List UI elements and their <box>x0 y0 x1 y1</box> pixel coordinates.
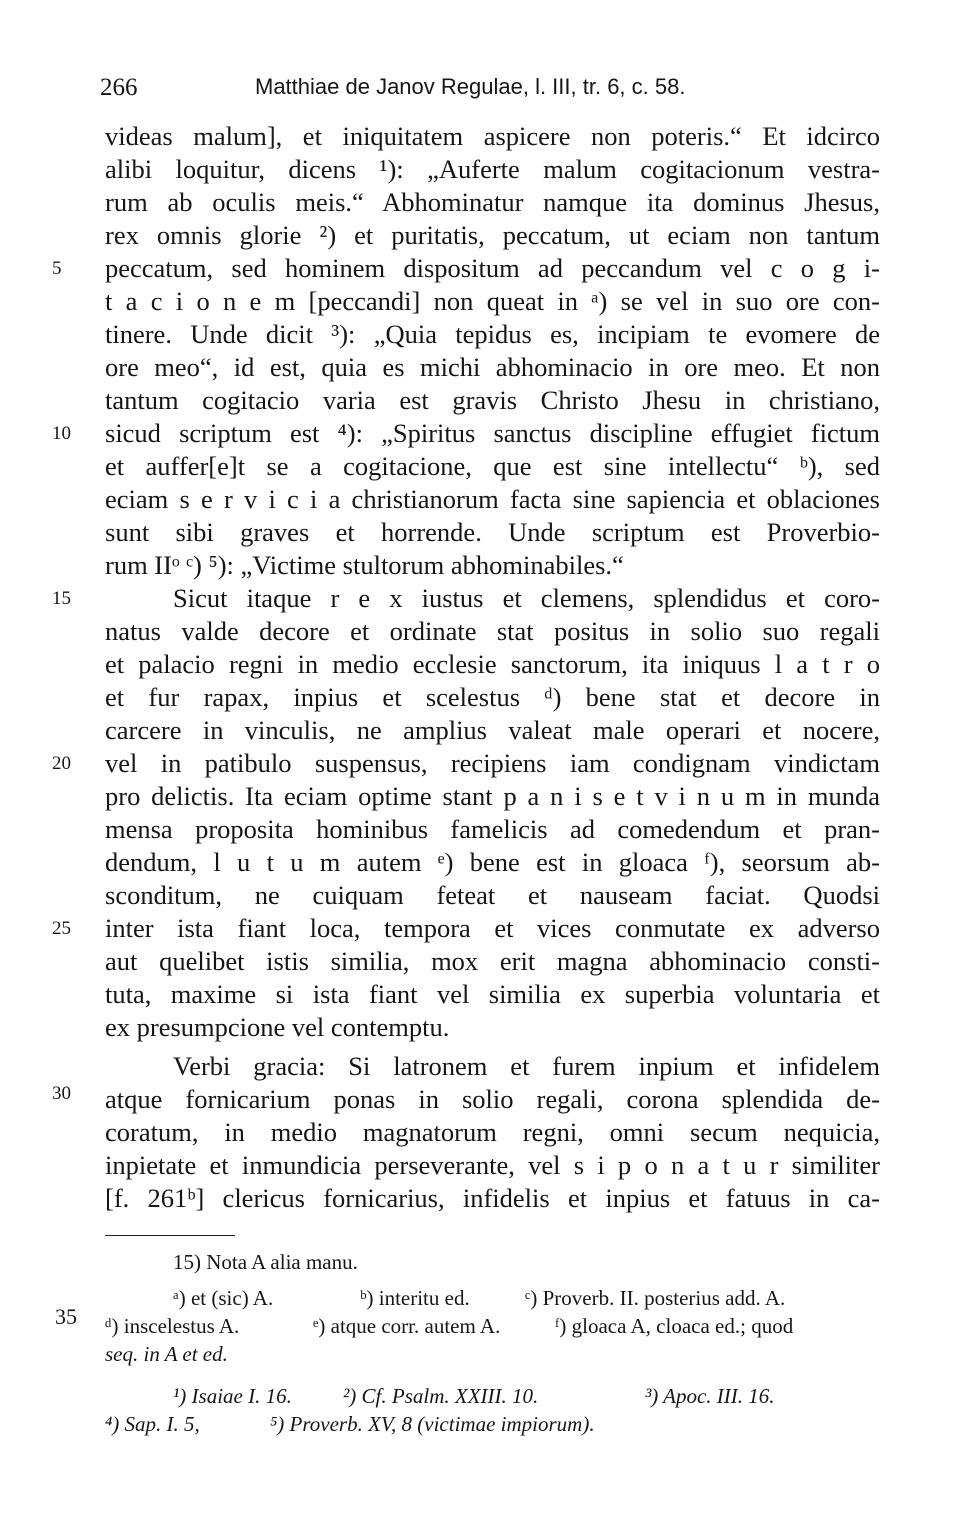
text-line: Verbi gracia: Si latronem et furem inpium et infidelem <box>173 1051 880 1081</box>
margin-line-number-35: 35 <box>55 1304 77 1329</box>
text-line: rum IIᵒ ᶜ) ⁵): „Victime stultorum abhominabiles.“ <box>105 550 624 580</box>
line-number-10: 10 <box>52 423 71 444</box>
text-line: Sicut itaque r e x iustus et clemens, splendidus et coro- <box>173 583 880 613</box>
variant-note: ᵇ) interitu ed. <box>360 1286 470 1310</box>
variant-note: ᵃ) et (sic) A. <box>173 1286 274 1310</box>
text-line: sunt sibi graves et horrende. Unde scriptum est Proverbio- <box>105 517 880 547</box>
source-note: ⁵) Proverb. XV, 8 (victimae impiorum). <box>270 1412 595 1436</box>
text-line: tinere. Unde dicit ³): „Quia tepidus es, incipiam te evomere de <box>105 319 880 349</box>
text-line: rex omnis glorie ²) et puritatis, peccatum, ut eciam non tantum <box>105 220 880 250</box>
text-line: atque fornicarium ponas in solio regali, corona splendida de- <box>105 1084 880 1114</box>
text-line: sconditum, ne cuiquam feteat et nauseam faciat. Quodsi <box>105 880 880 910</box>
page-number: 266 <box>100 74 138 101</box>
line-number-20: 20 <box>52 753 71 774</box>
variant-note: ᶠ) gloaca A, cloaca ed.; quod <box>555 1314 794 1338</box>
text-line: coratum, in medio magnatorum regni, omni secum nequicia, <box>105 1117 880 1147</box>
source-note: ¹) Isaiae I. 16. <box>173 1384 292 1408</box>
footnote-rule <box>105 1235 235 1236</box>
text-line: et fur rapax, inpius et scelestus ᵈ) bene stat et decore in <box>105 682 880 712</box>
text-line: mensa proposita hominibus famelicis ad comedendum et pran- <box>105 814 880 844</box>
line-number-5: 5 <box>52 258 62 279</box>
text-line: inter ista fiant loca, tempora et vices conmutate ex adverso <box>105 913 880 943</box>
text-line: aut quelibet istis similia, mox erit magna abhominacio consti- <box>105 946 880 976</box>
variant-note: ᵈ) inscelestus A. <box>105 1314 240 1338</box>
text-line: videas malum], et iniquitatem aspicere non poteris.“ Et idcirco <box>105 121 880 151</box>
text-line: peccatum, sed hominem dispositum ad peccandum vel c o g i- <box>105 253 880 283</box>
source-note: ⁴) Sap. I. 5, <box>105 1412 200 1436</box>
line-number-30: 30 <box>52 1083 71 1104</box>
text-line: sicud scriptum est ⁴): „Spiritus sanctus discipline effugiet fictum <box>105 418 880 448</box>
running-title: Matthiae de Janov Regulae, l. III, tr. 6, c. 58. <box>255 74 686 99</box>
variant-notes-row-3: seq. in A et ed. <box>105 1342 228 1366</box>
variant-note: ᶜ) Proverb. II. posterius add. A. <box>525 1286 786 1310</box>
source-note: ²) Cf. Psalm. XXIII. 10. <box>343 1384 539 1408</box>
text-line: ore meo“, id est, quia es michi abhominacio in ore meo. Et non <box>105 352 880 382</box>
text-line: t a c i o n e m [peccandi] non queat in ᵃ) se vel in suo ore con- <box>105 286 880 316</box>
text-line: inpietate et inmundicia perseverante, vel s i p o n a t u r similiter <box>105 1150 880 1180</box>
text-line: tuta, maxime si ista fiant vel similia ex superbia voluntaria et <box>105 979 880 1009</box>
page-header <box>100 70 880 110</box>
text-line: carcere in vinculis, ne amplius valeat male operari et nocere, <box>105 715 880 745</box>
text-line: natus valde decore et ordinate stat positus in solio suo regali <box>105 616 880 646</box>
text-line: eciam s e r v i c i a christianorum facta sine sapiencia et oblaciones <box>105 484 880 514</box>
text-line: et palacio regni in medio ecclesie sanctorum, ita iniquus l a t r o <box>105 649 880 679</box>
footnote-line-note: 15) Nota A alia manu. <box>173 1250 358 1274</box>
text-line: ex presumpcione vel contemptu. <box>105 1012 450 1042</box>
text-line: vel in patibulo suspensus, recipiens iam condignam vindictam <box>105 748 880 778</box>
line-number-25: 25 <box>52 918 71 939</box>
text-line: et auffer[e]t se a cogitacione, que est sine intellectu“ ᵇ), sed <box>105 451 880 481</box>
text-line: tantum cogitacio varia est gravis Christo Jhesu in christiano, <box>105 385 880 415</box>
variant-note: ᵉ) atque corr. autem A. <box>313 1314 501 1338</box>
line-number-15: 15 <box>52 588 71 609</box>
text-line: [f. 261ᵇ] clericus fornicarius, infidelis et inpius et fatuus in ca- <box>105 1183 880 1213</box>
text-line: alibi loquitur, dicens ¹): „Auferte malum cogitacionum vestra- <box>105 154 880 184</box>
text-line: dendum, l u t u m autem ᵉ) bene est in gloaca ᶠ), seorsum ab- <box>105 847 880 877</box>
text-line: rum ab oculis meis.“ Abhominatur namque ita dominus Jhesus, <box>105 187 880 217</box>
text-line: pro delictis. Ita eciam optime stant p a n i s e t v i n u m in munda <box>105 781 880 811</box>
source-note: ³) Apoc. III. 16. <box>645 1384 775 1408</box>
